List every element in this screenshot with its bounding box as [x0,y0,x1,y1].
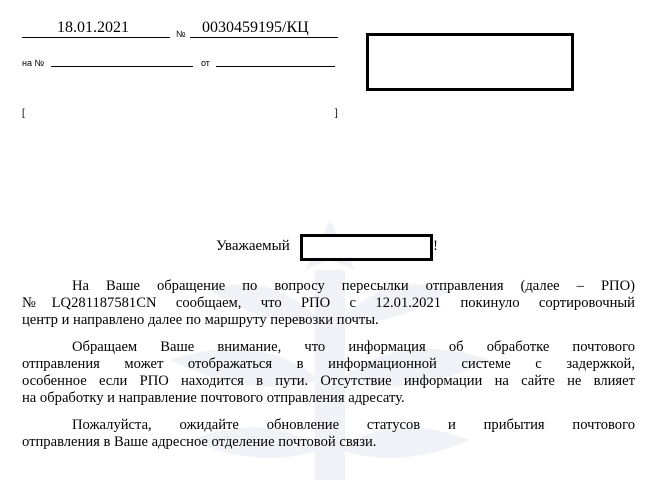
letter-date: 18.01.2021 [57,19,129,36]
bracket-open: [ [22,108,25,119]
p1-line-3: центр и направлено далее по маршруту перевозки почты. [22,312,379,328]
ref-label: на № [22,58,45,68]
paragraph-3 [22,417,635,451]
ref-line [51,66,193,67]
paragraph-1 [22,278,635,329]
salutation-prefix: Уважаемый [216,238,290,254]
paragraph-2 [22,339,635,407]
date-line [22,37,170,38]
number-sign: № [176,29,186,39]
p2-line-3: особенное если РПО находится в пути. Отсутствие информации на сайте не влияет [22,373,635,389]
p2-line-2: отправления может отображаться в информационной системе с задержкой, [22,356,635,372]
p3-line-2: отправления в Ваше адресное отделение почтовой связи. [22,434,377,450]
p2-line-1: Обращаем Ваше внимание, что информация об обработке почтового [72,339,635,355]
salutation-suffix: ! [433,238,438,254]
from-label: от [201,58,210,68]
letter-number: 0030459195/КЦ [202,19,309,36]
p1-line-2: №LQ281187581CN сообщаем, что РПО с 12.01.2021 покинуло сортировочный [22,295,635,311]
redacted-name [300,234,433,261]
p1-line-1: На Ваше обращение по вопросу пересылки отправления (далее – РПО) [72,278,635,294]
from-line [216,66,335,67]
bracket-close: ] [335,108,338,119]
number-line [190,37,338,38]
redacted-address [366,33,574,91]
p3-line-1: Пожалуйста, ожидайте обновление статусов и прибытия почтового [72,417,635,433]
p2-line-4: на обработку и направление почтового отправления адресату. [22,390,405,406]
